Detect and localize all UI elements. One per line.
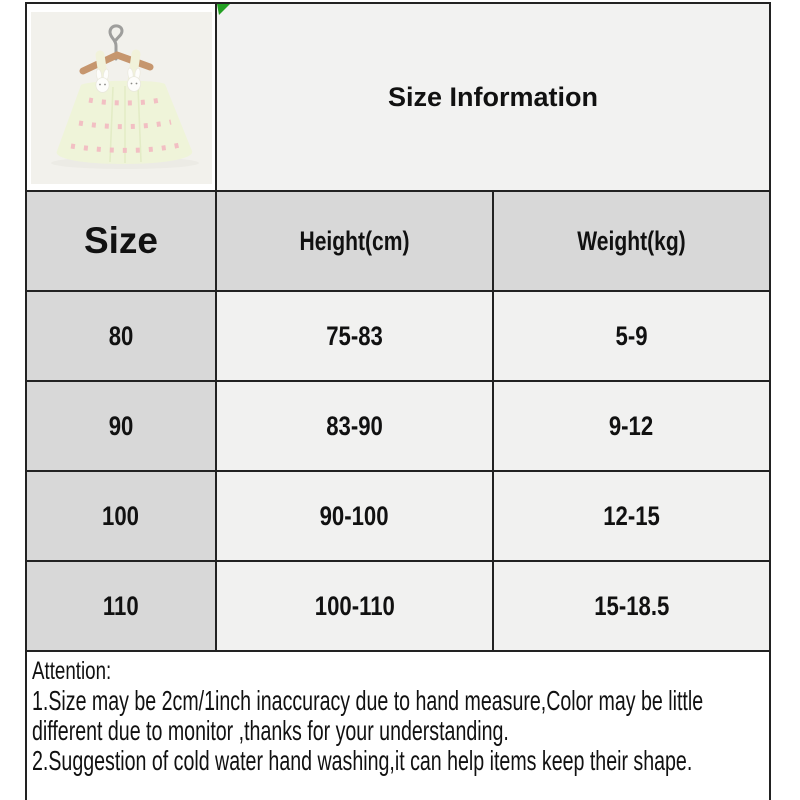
top-row <box>27 4 769 192</box>
column-header-weight-label: Weight(kg) <box>577 225 686 256</box>
product-photo <box>27 4 217 190</box>
height-cell: 83-90 <box>217 382 494 470</box>
column-header-height-label: Height(cm) <box>299 225 410 256</box>
height-cell: 75-83 <box>217 292 494 380</box>
attention-line: different due to monitor ,thanks for your understanding. <box>32 715 509 746</box>
weight-cell: 9-12 <box>494 382 769 470</box>
weight-cell: 15-18.5 <box>494 562 769 650</box>
weight-cell: 12-15 <box>494 472 769 560</box>
table-row <box>27 472 769 562</box>
column-header-size <box>27 192 217 290</box>
attention-line: 2.Suggestion of cold water hand washing,it can help items keep their shape. <box>32 745 693 776</box>
size-cell: 100 <box>27 472 217 560</box>
column-header-size-label: Size <box>83 220 159 261</box>
height-cell: 90-100 <box>217 472 494 560</box>
table-row <box>27 292 769 382</box>
baby-dress-photo-illustration <box>27 5 215 189</box>
height-cell: 100-110 <box>217 562 494 650</box>
weight-cell: 5-9 <box>494 292 769 380</box>
attention-line: 1.Size may be 2cm/1inch inaccuracy due to hand measure,Color may be little <box>32 685 704 716</box>
green-corner-tag-icon <box>217 4 231 16</box>
column-header-weight <box>494 192 769 290</box>
table-header-row <box>27 192 769 292</box>
size-cell: 80 <box>27 292 217 380</box>
column-header-height <box>217 192 494 290</box>
attention-note <box>27 652 769 800</box>
title-cell <box>217 4 769 190</box>
table-row <box>27 562 769 652</box>
page-title: Size Information <box>387 81 598 112</box>
size-chart-sheet <box>25 2 771 800</box>
table-row <box>27 382 769 472</box>
attention-heading: Attention: <box>32 657 112 685</box>
size-cell: 110 <box>27 562 217 650</box>
size-cell: 90 <box>27 382 217 470</box>
